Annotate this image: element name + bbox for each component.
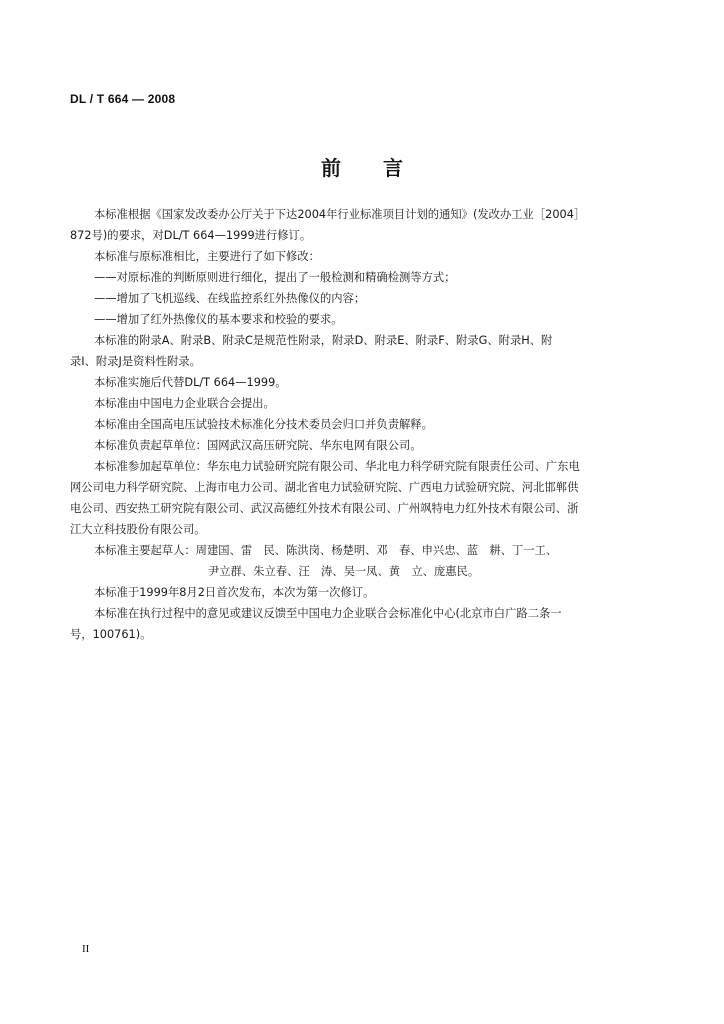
body-line: 本标准在执行过程中的意见或建议反馈至中国电力企业联合会标准化中心(北京市白广路二条一 (94, 607, 562, 620)
body-line: 本标准与原标准相比，主要进行了如下修改： (94, 250, 320, 263)
body-line: 本标准于1999年8月2日首次发布，本次为第一次修订。 (94, 586, 375, 599)
body-line: 本标准主要起草人：周建国、雷 民、陈洪岗、杨楚明、邓 春、申兴忠、蓝 耕、丁一工、 (94, 544, 558, 557)
body-line: 尹立群、朱立春、汪 涛、吴一凤、黄 立、庞惠民。 (208, 565, 480, 578)
document-code: DL / T 664 — 2008 (70, 92, 176, 106)
body-line: ——增加了红外热像仪的基本要求和校验的要求。 (94, 313, 343, 326)
body-line: 本标准由中国电力企业联合会提出。 (94, 397, 275, 410)
body-line: 本标准由全国高电压试验技术标准化分技术委员会归口并负责解释。 (94, 418, 433, 431)
body-line: 本标准的附录A、附录B、附录C是规范性附录，附录D、附录E、附录F、附录G、附录H、附 (94, 334, 553, 347)
body-line: 本标准根据《国家发改委办公厅关于下达2004年行业标准项目计划的通知》(发改办工业［2004］ (94, 208, 586, 221)
page-number: II (82, 943, 90, 955)
body-line: 872号)的要求，对DL/T 664—1999进行修订。 (70, 229, 312, 242)
body-line: 网公司电力科学研究院、上海市电力公司、湖北省电力试验研究院、广西电力试验研究院、河北邯郸供 (70, 481, 579, 494)
body-line: 电公司、西安热工研究院有限公司、武汉高德红外技术有限公司、广州飒特电力红外技术有限公司、浙 (70, 502, 579, 515)
body-line: ——增加了飞机巡线、在线监控系红外热像仪的内容； (94, 292, 366, 305)
body-line: 录I、附录J是资料性附录。 (70, 355, 201, 368)
body-line: 本标准负责起草单位：国网武汉高压研究院、华东电网有限公司。 (94, 439, 422, 452)
body-line: 号，100761)。 (70, 628, 152, 641)
section-title-foreword: 前言 (321, 156, 445, 180)
body-line: 江大立科技股份有限公司。 (70, 523, 206, 536)
body-line: 本标准参加起草单位：华东电力试验研究院有限公司、华北电力科学研究院有限责任公司、广东电 (94, 460, 580, 473)
body-line: ——对原标准的判断原则进行细化，提出了一般检测和精确检测等方式； (94, 271, 456, 284)
body-line: 本标准实施后代替DL/T 664—1999。 (94, 376, 287, 389)
